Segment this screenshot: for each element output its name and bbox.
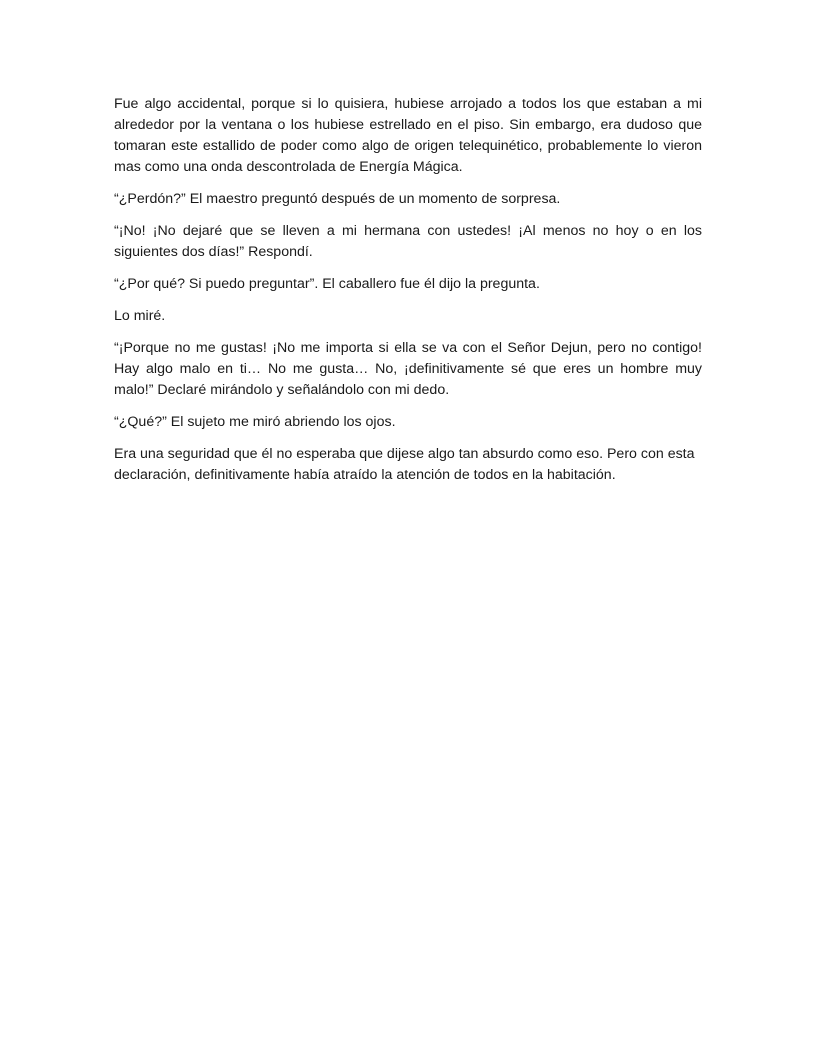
paragraph-2: “¿Perdón?” El maestro preguntó después de un momento de sorpresa. [114,191,561,207]
document-body [114,94,702,497]
paragraph-4: “¿Por qué? Si puedo preguntar”. El caballero fue él dijo la pregunta. [114,276,540,292]
paragraph-5: Lo miré. [114,308,166,324]
paragraph-7: “¿Qué?” El sujeto me miró abriendo los ojos. [114,414,396,430]
paragraph-1: Fue algo accidental, porque si lo quisiera, hubiese arrojado a todos los que estaban a mi alrededor por la ventana o los hubiese estrellado en el piso. Sin embargo, era dudoso que tomaran este estallido de poder como algo de origen telequinético, probablemente lo vieron mas como una onda descontrolada de Energía Mágica. [114,96,702,175]
paragraph-6: “¡Porque no me gustas! ¡No me importa si ella se va con el Señor Dejun, pero no contigo! Hay algo malo en ti… No me gusta… No, ¡definitivamente sé que eres un hombre muy malo!” Declaré mirándolo y señalándolo con mi dedo. [114,340,702,398]
paragraph-8: Era una seguridad que él no esperaba que dijese algo tan absurdo como eso. Pero con esta declaración, definitivamente había atraído la atención de todos en la habitación. [114,446,695,483]
paragraph-3: “¡No! ¡No dejaré que se lleven a mi hermana con ustedes! ¡Al menos no hoy o en los siguientes dos días!” Respondí. [114,223,702,260]
